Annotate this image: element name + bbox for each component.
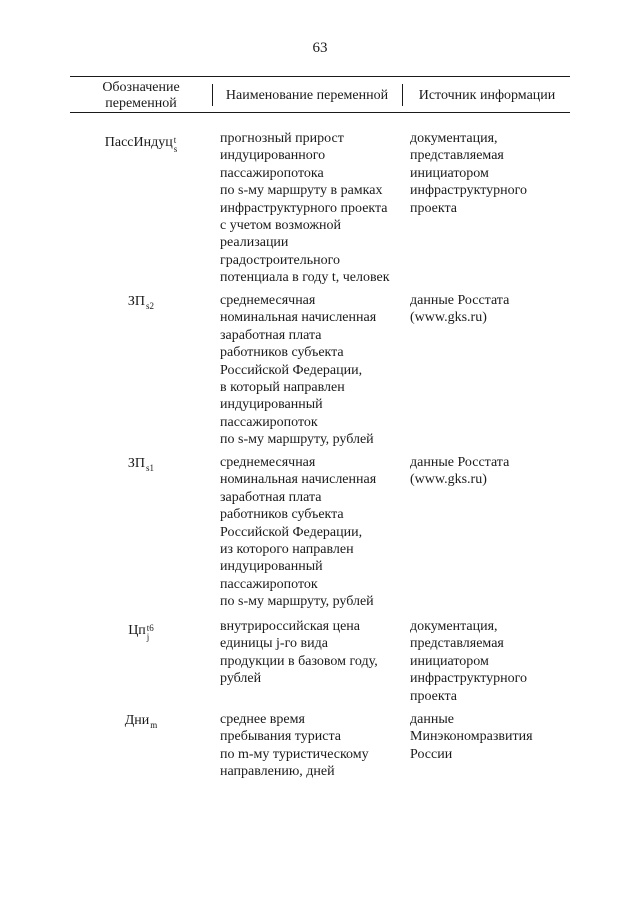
table-header-bottom-rule — [70, 112, 570, 113]
symbol-base: ЗП — [127, 456, 146, 471]
symbol-subscript: j — [146, 632, 150, 642]
variable-symbol — [70, 456, 212, 472]
symbol-subscript: s1 — [146, 463, 155, 473]
symbol-base: ЗП — [127, 294, 146, 309]
information-source: данные Минэкономразвития России — [410, 712, 533, 762]
symbol-base: Дни — [124, 713, 150, 728]
header-column-divider-2 — [402, 84, 403, 106]
information-source: данные Росстата (www.gks.ru) — [410, 455, 510, 488]
variable-name: среднемесячная номинальная начисленная заработная плата работников субъекта Российской Федерации, в который направлен индуцированный пассажиропоток по s-му маршруту, рублей — [220, 293, 377, 448]
variable-symbol — [70, 134, 212, 152]
table-header-top-rule — [70, 76, 570, 77]
symbol-subscript: m — [150, 720, 158, 730]
symbol-base: ПассИндуц — [104, 135, 173, 151]
symbol-subscript: s — [173, 144, 178, 154]
variable-name: среднее время пребывания туриста по m-му туристическому направлению, дней — [220, 712, 369, 780]
header-name: Наименование переменной — [225, 88, 389, 103]
information-source: данные Росстата (www.gks.ru) — [410, 293, 510, 326]
header-symbol: Обозначение переменной — [102, 80, 180, 111]
variable-name: среднемесячная номинальная начисленная заработная плата работников субъекта Российской Федерации, из которого направлен индуцированный пассажиропоток по s-му маршруту, рублей — [220, 455, 377, 610]
header-source: Источник информации — [418, 88, 556, 103]
variable-symbol — [70, 713, 212, 729]
variable-symbol — [70, 622, 212, 640]
symbol-subscript: s2 — [146, 301, 155, 311]
header-column-divider-1 — [212, 84, 213, 106]
symbol-scripts — [147, 624, 154, 642]
variable-name: внутрироссийская цена единицы j-го вида продукции в базовом году, рублей — [220, 619, 378, 687]
symbol-superscript: t6 — [146, 623, 154, 633]
symbol-superscript: t — [173, 135, 177, 145]
symbol-base: Цп — [128, 623, 146, 639]
symbol-scripts — [174, 136, 178, 154]
information-source: документация, представляемая инициатором инфраструктурного проекта — [410, 131, 528, 216]
page-number: 63 — [312, 40, 328, 56]
variable-symbol — [70, 294, 212, 310]
variable-name: прогнозный прирост индуцированного пассажиропотока по s-му маршруту в рамках инфраструктурного проекта с учетом возможной реализации градостроительного потенциала в году t, человек — [220, 131, 390, 286]
information-source: документация, представляемая инициатором инфраструктурного проекта — [410, 619, 528, 704]
